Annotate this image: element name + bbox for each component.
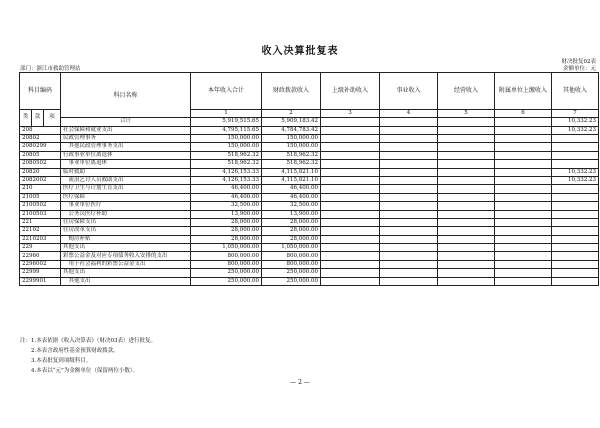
row-col2: 250,000.00 — [262, 277, 321, 285]
row-name: 医疗卫生与计划生育支出 — [61, 185, 191, 193]
table-row — [20, 269, 599, 277]
row-col7 — [552, 227, 599, 235]
row-code: 2299901 — [20, 277, 61, 285]
table-row — [20, 244, 599, 252]
row-name: 购房补贴 — [61, 235, 191, 243]
row-name: 彩票公益金及对应专项债务收入安排的支出 — [61, 252, 191, 260]
row-col1: 800,000.00 — [191, 252, 262, 260]
row-col1: 32,500.00 — [191, 202, 262, 210]
row-name: 临时救助 — [61, 168, 191, 176]
row-code: 20820 — [20, 168, 61, 176]
header-col2: 财政拨款收入 — [262, 73, 321, 110]
row-col2: 800,000.00 — [262, 252, 321, 260]
table-row — [20, 134, 599, 142]
row-col2: 150,000.00 — [262, 134, 321, 142]
row-col2: 518,962.32 — [262, 151, 321, 159]
row-col7 — [552, 134, 599, 142]
row-code: 210 — [20, 185, 61, 193]
table-body — [20, 126, 599, 285]
page-title: 收入决算批复表 — [261, 46, 339, 57]
row-col2: 800,000.00 — [262, 260, 321, 268]
row-col7 — [552, 252, 599, 260]
row-name: 用于社会福利的彩票公益金支出 — [61, 260, 191, 268]
note-line: 2.本表含政府性基金预算财政拨款。 — [20, 348, 119, 354]
table-row — [20, 210, 599, 218]
row-col7 — [552, 244, 599, 252]
row-col2: 4,115,821.10 — [262, 176, 321, 184]
header-col5: 经营收入 — [438, 73, 495, 110]
row-col7 — [552, 235, 599, 243]
table-row — [20, 202, 599, 210]
table-row — [20, 235, 599, 243]
seq-3: 3 — [321, 110, 380, 118]
row-col7 — [552, 202, 599, 210]
row-name: 医疗保障 — [61, 193, 191, 201]
row-col7 — [552, 277, 599, 285]
row-col2: 28,000.00 — [262, 227, 321, 235]
row-name: 行政事业单位离退休 — [61, 151, 191, 159]
row-col1: 46,400.00 — [191, 185, 262, 193]
row-code: 22102 — [20, 227, 61, 235]
row-col7 — [552, 185, 599, 193]
row-col7 — [552, 151, 599, 159]
row-name: 民政管理事务 — [61, 134, 191, 142]
row-col7 — [552, 193, 599, 201]
row-col7 — [552, 218, 599, 226]
table-row — [20, 168, 599, 176]
table-row — [20, 193, 599, 201]
row-col2: 4,115,821.10 — [262, 168, 321, 176]
row-col1: 250,000.00 — [191, 269, 262, 277]
row-name: 社会保障和就业支出 — [61, 126, 191, 134]
header-col7: 其他收入 — [552, 73, 599, 110]
row-name: 其他支出 — [61, 277, 191, 285]
row-col2: 1,050,000.00 — [262, 244, 321, 252]
row-name: 其他支出 — [61, 269, 191, 277]
row-col7: 10,332.23 — [552, 168, 599, 176]
row-code: 2080299 — [20, 143, 61, 151]
page-number: — 2 — — [290, 379, 310, 386]
row-code: 21005 — [20, 193, 61, 201]
form-code: 财决批复02表 — [561, 59, 596, 65]
row-code: 221 — [20, 218, 61, 226]
row-col2: 32,500.00 — [262, 202, 321, 210]
row-col1: 150,000.00 — [191, 134, 262, 142]
row-col2: 4,784,783.42 — [262, 126, 321, 134]
header-col1: 本年收入合计 — [191, 73, 262, 110]
amount-unit: 金额单位：元 — [562, 66, 596, 72]
row-col1: 250,000.00 — [191, 277, 262, 285]
row-code: 2082002 — [20, 176, 61, 184]
note-line: 4.本表以“元”为金额单位（保留两位小数）。 — [20, 368, 139, 374]
table-row — [20, 143, 599, 151]
header-xiang: 项 — [44, 110, 61, 127]
department-label: 部门：浙江市救助管理站 — [20, 66, 81, 72]
row-col7: 10,332.23 — [552, 176, 599, 184]
row-col1: 4,126,153.33 — [191, 168, 262, 176]
row-name: 流浪乞讨人员救助支出 — [61, 176, 191, 184]
row-code: 20805 — [20, 151, 61, 159]
row-name: 事业单位离退休 — [61, 160, 191, 168]
notes — [20, 336, 156, 376]
row-code: 2210203 — [20, 235, 61, 243]
header-name: 科目名称 — [61, 73, 191, 118]
table-row — [20, 218, 599, 226]
row-code: 2080502 — [20, 160, 61, 168]
table-row — [20, 277, 599, 285]
table-row — [20, 227, 599, 235]
row-col1: 46,400.00 — [191, 193, 262, 201]
row-code: 20802 — [20, 134, 61, 142]
header-kuan: 款 — [32, 110, 44, 127]
row-col7 — [552, 160, 599, 168]
note-line: 3.本表批复到项级科目。 — [20, 358, 92, 364]
row-col2: 150,000.00 — [262, 143, 321, 151]
seq-1: 1 — [191, 110, 262, 118]
row-code: 2100503 — [20, 210, 61, 218]
total-col7: 10,332.23 — [552, 118, 599, 126]
row-name: 其他支出 — [61, 244, 191, 252]
row-col1: 1,050,000.00 — [191, 244, 262, 252]
row-col1: 4,126,153.33 — [191, 176, 262, 184]
table-row — [20, 260, 599, 268]
row-col1: 28,000.00 — [191, 218, 262, 226]
row-col2: 28,000.00 — [262, 218, 321, 226]
row-col2: 518,962.32 — [262, 160, 321, 168]
row-col1: 518,962.32 — [191, 151, 262, 159]
row-code: 22960 — [20, 252, 61, 260]
table-row — [20, 151, 599, 159]
row-col1: 4,795,115.65 — [191, 126, 262, 134]
seq-6: 6 — [495, 110, 552, 118]
row-col7 — [552, 210, 599, 218]
row-col7 — [552, 269, 599, 277]
row-col1: 13,900.00 — [191, 210, 262, 218]
table-row — [20, 160, 599, 168]
total-label: 合计 — [61, 118, 191, 126]
revenue-table — [19, 72, 599, 286]
row-col7 — [552, 143, 599, 151]
row-name: 住房改革支出 — [61, 227, 191, 235]
row-col1: 800,000.00 — [191, 260, 262, 268]
seq-2: 2 — [262, 110, 321, 118]
row-col1: 518,962.32 — [191, 160, 262, 168]
total-col2: 5,909,183.42 — [262, 118, 321, 126]
table-row — [20, 176, 599, 184]
row-code: 2100502 — [20, 202, 61, 210]
row-col7: 10,332.23 — [552, 126, 599, 134]
row-name: 公务员医疗补助 — [61, 210, 191, 218]
row-name: 住房保障支出 — [61, 218, 191, 226]
header-lei: 类 — [20, 110, 32, 127]
row-col2: 250,000.00 — [262, 269, 321, 277]
note-line: 注：1.本表依据《收入决算表》（财决03表）进行批复。 — [20, 338, 156, 344]
seq-7: 7 — [552, 110, 599, 118]
header-code: 科目编码 — [20, 73, 61, 110]
total-row — [20, 118, 599, 126]
seq-5: 5 — [438, 110, 495, 118]
row-code: 2296002 — [20, 260, 61, 268]
row-name: 事业单位医疗 — [61, 202, 191, 210]
header-col4: 事业收入 — [380, 73, 438, 110]
table-row — [20, 252, 599, 260]
row-code: 229 — [20, 244, 61, 252]
row-col7 — [552, 260, 599, 268]
seq-4: 4 — [380, 110, 438, 118]
row-col2: 13,900.00 — [262, 210, 321, 218]
header-col6: 附属单位上缴收入 — [495, 73, 552, 110]
row-col2: 46,400.00 — [262, 185, 321, 193]
row-col2: 28,000.00 — [262, 235, 321, 243]
row-name: 其他民政管理事务支出 — [61, 143, 191, 151]
total-col1: 5,919,515.65 — [191, 118, 262, 126]
row-col1: 150,000.00 — [191, 143, 262, 151]
table-row — [20, 185, 599, 193]
row-code: 22999 — [20, 269, 61, 277]
row-col1: 28,000.00 — [191, 227, 262, 235]
row-col1: 28,000.00 — [191, 235, 262, 243]
row-code: 208 — [20, 126, 61, 134]
header-row — [20, 73, 599, 110]
row-col2: 46,400.00 — [262, 193, 321, 201]
table-row — [20, 126, 599, 134]
header-col3: 上级补助收入 — [321, 73, 380, 110]
